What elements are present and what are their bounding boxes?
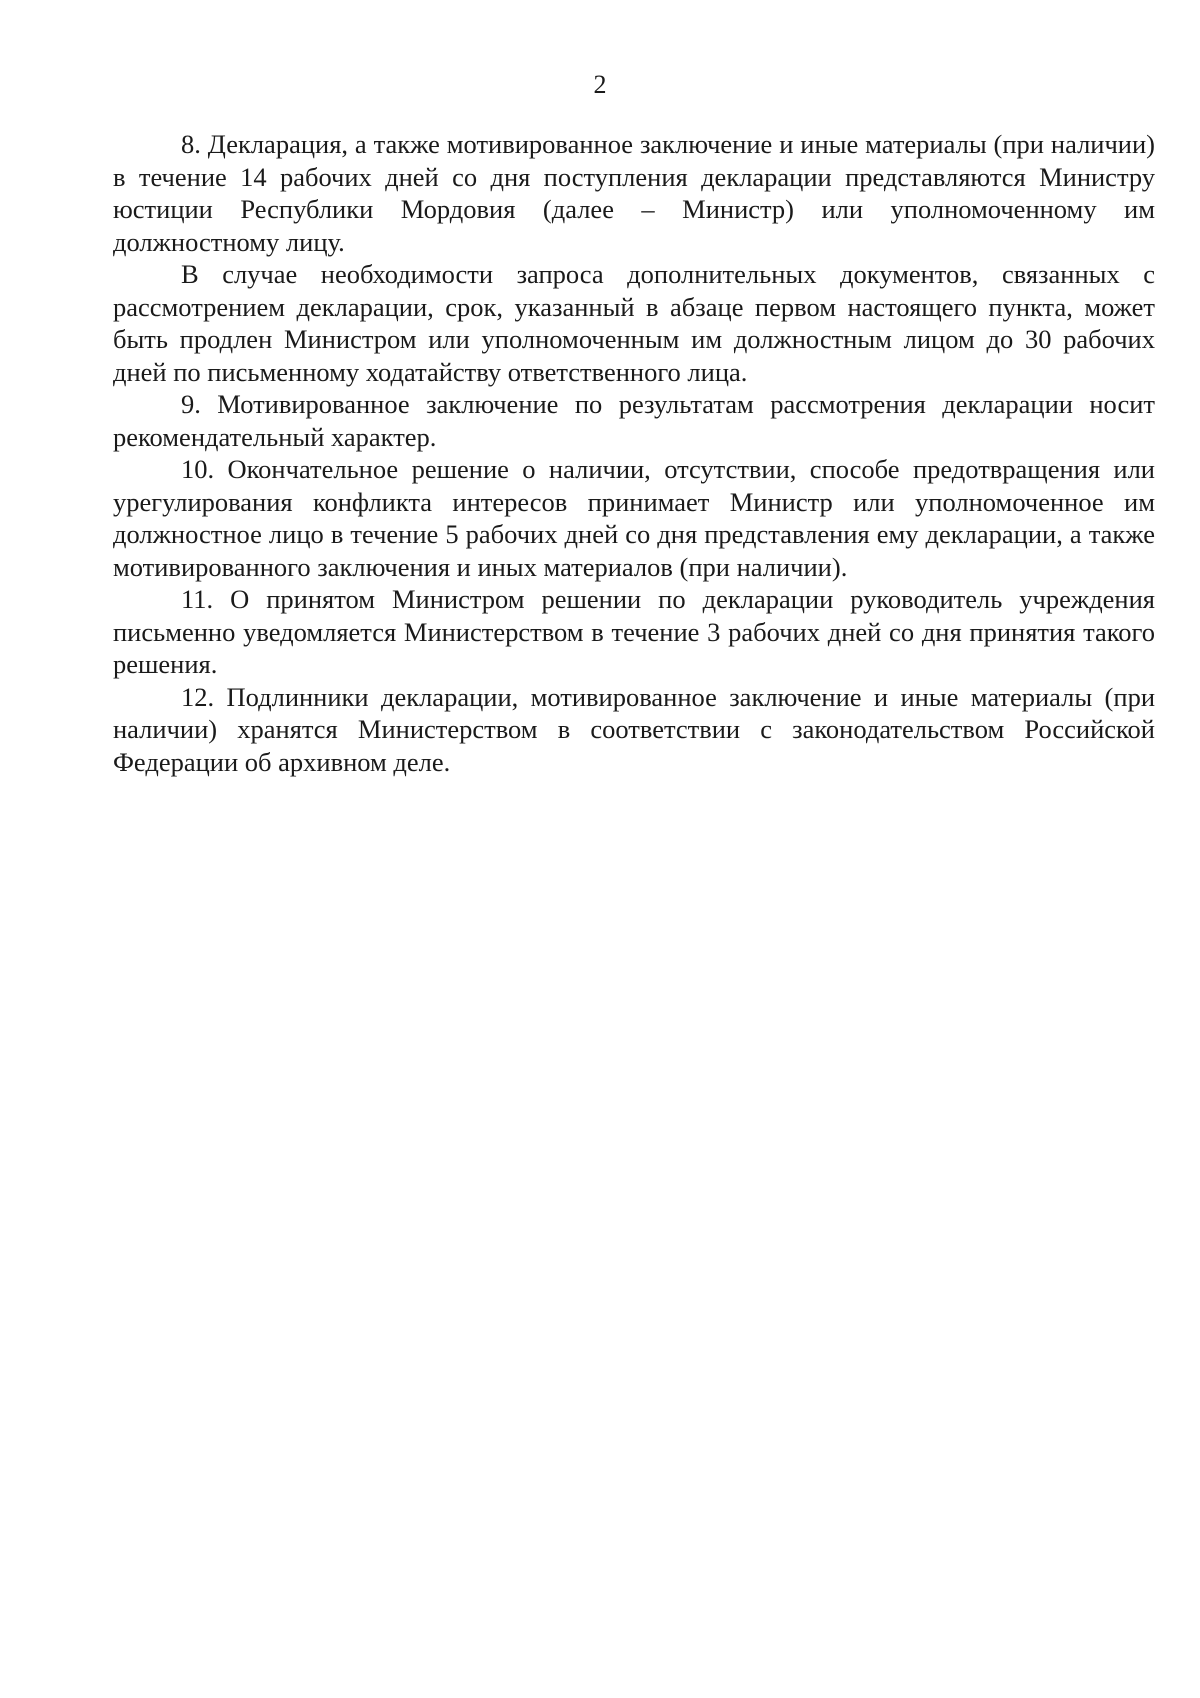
paragraph-12: 12. Подлинники декларации, мотивированное заключение и иные материалы (при наличии) хранятся Министерством в соответствии с законодательством Российской Федерации об архивном деле. <box>113 681 1155 777</box>
paragraph-11: 11. О принятом Министром решении по декларации руководитель учреждения письменно уведомляется Министерством в течение 3 рабочих дней со дня принятия такого решения. <box>113 584 1155 679</box>
paragraph-9: 9. Мотивированное заключение по результатам рассмотрения декларации носит рекомендательный характер. <box>113 389 1155 452</box>
paragraph-10: 10. Окончательное решение о наличии, отсутствии, способе предотвращения или урегулирования конфликта интересов принимает Министр или уполномоченное им должностное лицо в течение 5 рабочих дней со дня представления ему декларации, а также мотивированного заключения и иных материалов (при наличии). <box>113 454 1155 582</box>
document-body <box>113 128 1155 778</box>
paragraph-8: 8. Декларация, а также мотивированное заключение и иные материалы (при наличии) в течение 14 рабочих дней со дня поступления декларации представляются Министру юстиции Республики Мордовия (далее – Министр) или уполномоченному им должностному лицу. <box>113 129 1155 257</box>
paragraph-8-extension: В случае необходимости запроса дополнительных документов, связанных с рассмотрением декларации, срок, указанный в абзаце первом настоящего пункта, может быть продлен Министром или уполномоченным им должностным лицом до 30 рабочих дней по письменному ходатайству ответственного лица. <box>113 259 1155 387</box>
page-number: 2 <box>593 70 607 99</box>
